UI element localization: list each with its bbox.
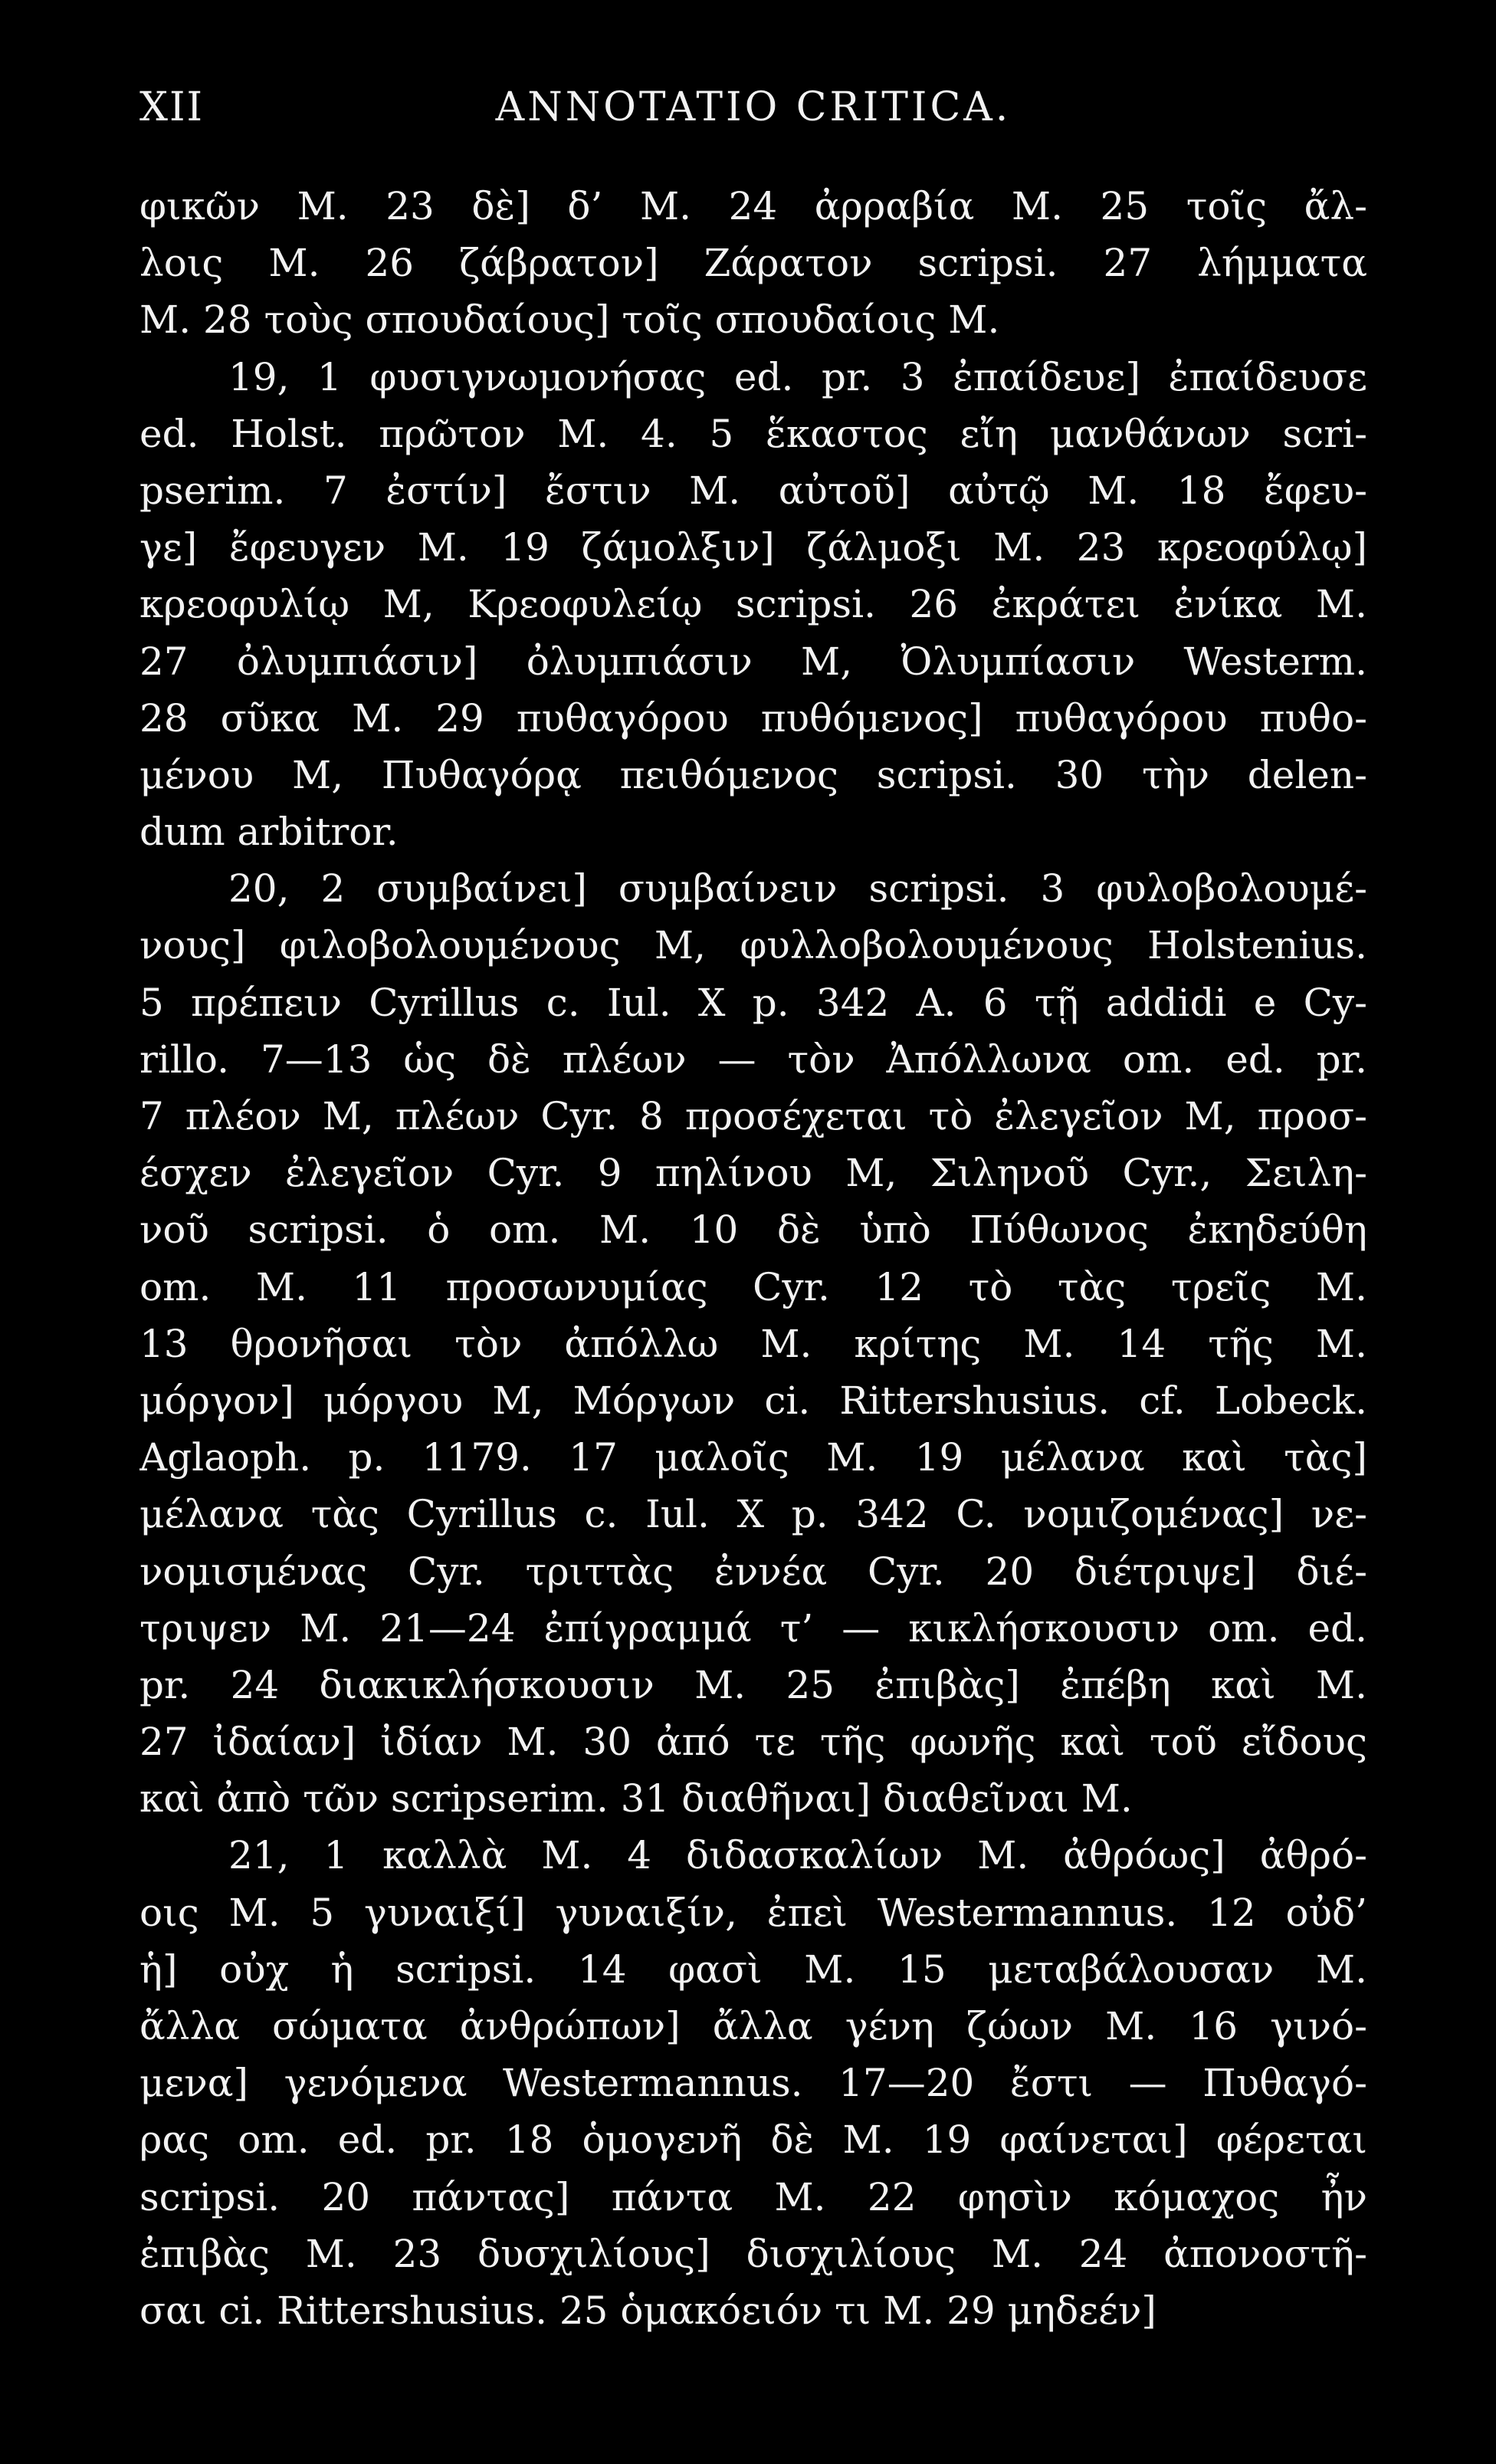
apparatus-line: νομισμένας Cyr. τριττὰς ἐννέα Cyr. 20 διέτριψε] διέ- — [139, 1549, 1367, 1594]
apparatus-line: μενα] γενόμενα Westermannus. 17—20 ἔστι — Πυθαγό- — [139, 2061, 1367, 2106]
apparatus-line: φικῶν M. 23 δὲ] δ’ M. 24 ἀρραβία M. 25 τοῖς ἄλ- — [139, 184, 1367, 228]
apparatus-line: 28 σῦκα M. 29 πυθαγόρου πυθόμενος] πυθαγόρου πυθο- — [139, 695, 1367, 741]
apparatus-line: scripsi. 20 πάντας] πάντα M. 22 φησὶν κόμαχος ἦν — [139, 2174, 1367, 2219]
apparatus-line: ἄλλα σώματα ἀνθρώπων] ἄλλα γένη ζώων M. 16 γινό- — [139, 2004, 1367, 2048]
apparatus-line: 19, 1 φυσιγνωμονήσας ed. pr. 3 ἐπαίδευε] ἐπαίδευσε — [228, 354, 1367, 399]
apparatus-line: λοις M. 26 ζάβρατον] Ζάρατον scripsi. 27 λήμματα — [139, 241, 1367, 286]
apparatus-line: ρας om. ed. pr. 18 ὁμογενῆ δὲ M. 19 φαίνεται] φέρεται — [139, 2117, 1367, 2163]
apparatus-line: σαι ci. Rittershusius. 25 ὁμακόειόν τι M. 29 μηδεέν] — [139, 2288, 1156, 2333]
running-title: ANNOTATIO CRITICA. — [495, 84, 1012, 130]
apparatus-line: κρεοφυλίῳ M, Κρεοφυλείῳ scripsi. 26 ἐκράτει ἐνίκα M. — [139, 582, 1367, 627]
apparatus-line: 20, 2 συμβαίνει] συμβαίνειν scripsi. 3 φυλοβολουμέ- — [228, 866, 1367, 912]
apparatus-line: γε] ἔφευγεν M. 19 ζάμολξιν] ζάλμοξι M. 23 κρεοφύλῳ] — [139, 525, 1367, 570]
apparatus-paragraph — [139, 349, 1367, 861]
apparatus-paragraph — [139, 1827, 1367, 2339]
apparatus-line: pr. 24 διακικλήσκουσιν M. 25 ἐπιβὰς] ἐπέβη καὶ M. — [139, 1662, 1367, 1707]
running-head — [139, 84, 1367, 138]
apparatus-line: μέλανα τὰς Cyrillus c. Iul. X p. 342 C. νομιζομένας] νε- — [139, 1492, 1367, 1537]
critical-apparatus — [139, 178, 1367, 2339]
apparatus-line: 7 πλέον M, πλέων Cyr. 8 προσέχεται τὸ ἐλεγεῖον M, προσ- — [139, 1094, 1367, 1138]
apparatus-line: Aglaoph. p. 1179. 17 μαλοῖς M. 19 μέλανα καὶ τὰς] — [139, 1435, 1367, 1480]
apparatus-line: μένου M, Πυθαγόρᾳ πειθόμενος scripsi. 30 τὴν delen- — [139, 752, 1367, 797]
apparatus-line: 13 θρονῆσαι τὸν ἀπόλλω M. κρίτης M. 14 τῆς M. — [139, 1321, 1367, 1366]
apparatus-line: έσχεν ἐλεγεῖον Cyr. 9 πηλίνου M, Σιληνοῦ Cyr., Σειλη- — [139, 1151, 1367, 1196]
page-number: XII — [139, 84, 205, 130]
apparatus-line: νους] φιλοβολουμένους M, φυλλοβολουμένους Holstenius. — [139, 923, 1367, 968]
apparatus-line: καὶ ἀπὸ τῶν scripserim. 31 διαθῆναι] διαθεῖναι M. — [139, 1776, 1133, 1822]
apparatus-line: 21, 1 καλλὰ M. 4 διδασκαλίων M. ἀθρόως] ἀθρό- — [228, 1833, 1367, 1878]
apparatus-line: 27 ἰδαίαν] ἰδίαν M. 30 ἀπό τε τῆς φωνῆς καὶ τοῦ εἴδους — [139, 1720, 1367, 1765]
apparatus-paragraph — [139, 178, 1367, 349]
apparatus-line: ed. Holst. πρῶτον M. 4. 5 ἕκαστος εἴη μανθάνων scri- — [139, 411, 1367, 456]
apparatus-line: μόργον] μόργου M, Μόργων ci. Rittershusius. cf. Lobeck. — [139, 1378, 1367, 1423]
apparatus-line: οις M. 5 γυναιξί] γυναιξίν, ἐπεὶ Westermannus. 12 οὐδ’ — [139, 1890, 1367, 1935]
apparatus-line: om. M. 11 προσωνυμίας Cyr. 12 τὸ τὰς τρεῖς M. — [139, 1264, 1367, 1309]
apparatus-line: ἡ] οὐχ ἡ scripsi. 14 φασὶ M. 15 μεταβάλουσαν M. — [139, 1947, 1367, 1992]
apparatus-line: pserim. 7 ἐστίν] ἔστιν M. αὐτοῦ] αὐτῷ M. 18 ἔφευ- — [139, 468, 1367, 513]
apparatus-line: 5 πρέπειν Cyrillus c. Iul. X p. 342 A. 6 τῇ addidi e Cy- — [139, 980, 1367, 1025]
apparatus-paragraph — [139, 860, 1367, 1827]
apparatus-line: τριψεν M. 21—24 ἐπίγραμμά τ’ — κικλήσκουσιν om. ed. — [139, 1605, 1367, 1651]
apparatus-line: ἐπιβὰς M. 23 δυσχιλίους] δισχιλίους M. 24 ἀπονοστῆ- — [139, 2231, 1367, 2276]
apparatus-line: rillo. 7—13 ὡς δὲ πλέων — τὸν Ἀπόλλωνα om. ed. pr. — [139, 1037, 1367, 1082]
apparatus-line: 27 ὀλυμπιάσιν] ὀλυμπιάσιν M, Ὀλυμπίασιν Westerm. — [139, 639, 1367, 684]
apparatus-line: dum arbitror. — [139, 810, 399, 855]
apparatus-line: νοῦ scripsi. ὁ om. M. 10 δὲ ὑπὸ Πύθωνος ἐκηδεύθη — [139, 1207, 1367, 1253]
apparatus-line: M. 28 τοὺς σπουδαίους] τοῖς σπουδαίοις M. — [139, 297, 1000, 343]
